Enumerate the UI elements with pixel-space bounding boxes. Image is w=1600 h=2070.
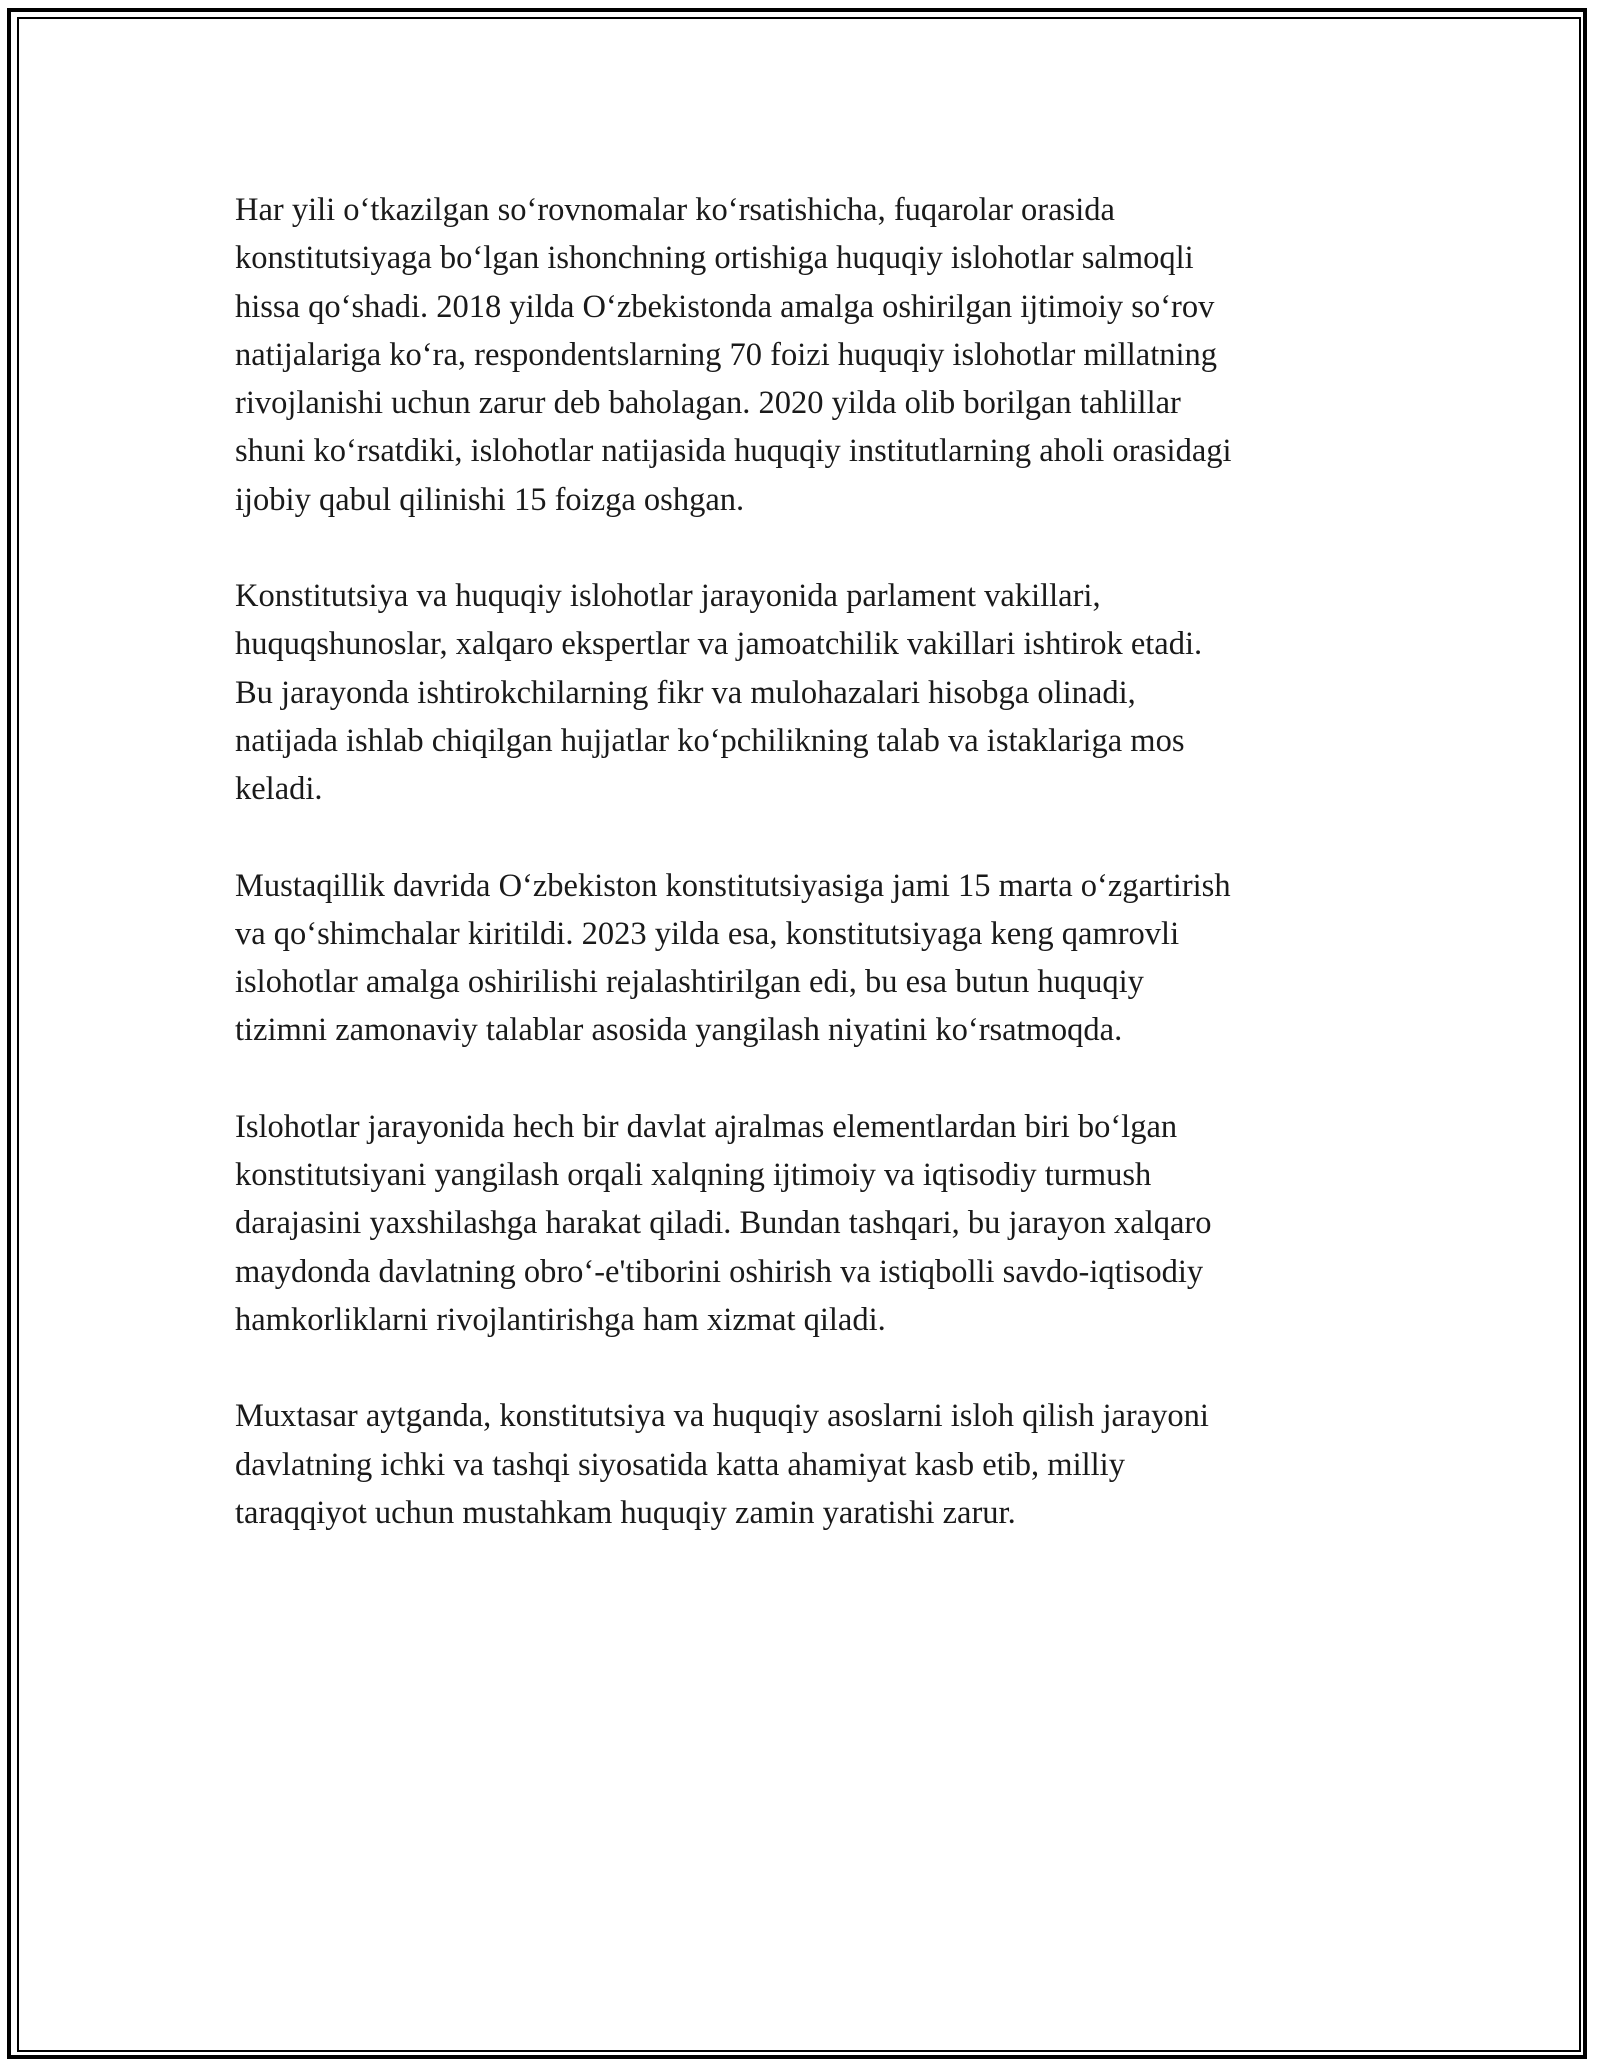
paragraph-conclusion: Muxtasar aytganda, konstitutsiya va huquqiy asoslarni isloh qilish jarayoni davlatning ichki va tashqi siyosatida katta ahamiyat kasb etib, milliy taraqqiyot uchun mustahkam huquqiy zamin yaratishi zarur.	[235, 1398, 1209, 1531]
paragraph-participants: Konstitutsiya va huquqiy islohotlar jarayonida parlament vakillari, huquqshunoslar, xalqaro ekspertlar va jamoatchilik vakillari ishtirok etadi. Bu jarayonda ishtirokchilarning fikr va mulohazalari hisobga olinadi, natijada ishlab chiqilgan hujjatlar ko‘pchilikning talab va istaklariga mos keladi.	[235, 578, 1203, 808]
paragraph-amendments: Mustaqillik davrida O‘zbekiston konstitutsiyasiga jami 15 marta o‘zgartirish va qo‘shimchalar kiritildi. 2023 yilda esa, konstitutsiyaga keng qamrovli islohotlar amalga oshirilishi rejalashtirilgan edi, bu esa butun huquqiy tizimni zamonaviy talablar asosida yangilash niyatini ko‘rsatmoqda.	[235, 867, 1231, 1049]
document-body	[235, 186, 1370, 1585]
paragraph-survey-results: Har yili o‘tkazilgan so‘rovnomalar ko‘rsatishicha, fuqarolar orasida konstitutsiyaga bo‘lgan ishonchning ortishiga huquqiy islohotlar salmoqli hissa qo‘shadi. 2018 yilda O‘zbekistonda amalga oshirilgan ijtimoiy so‘rov natijalariga ko‘ra, respondentslarning 70 foizi huquqiy islohotlar millatning rivojlanishi uchun zarur deb baholagan. 2020 yilda olib borilgan tahlillar shuni ko‘rsatdiki, islohotlar natijasida huquqiy institutlarning aholi orasidagi ijobiy qabul qilinishi 15 foizga oshgan.	[235, 192, 1232, 518]
paragraph-reform-goals: Islohotlar jarayonida hech bir davlat ajralmas elementlardan biri bo‘lgan konstitutsiyani yangilash orqali xalqning ijtimoiy va iqtisodiy turmush darajasini yaxshilashga harakat qiladi. Bundan tashqari, bu jarayon xalqaro maydonda davlatning obro‘-e'tiborini oshirish va istiqbolli savdo-iqtisodiy hamkorliklarni rivojlantirishga ham xizmat qiladi.	[235, 1108, 1212, 1338]
